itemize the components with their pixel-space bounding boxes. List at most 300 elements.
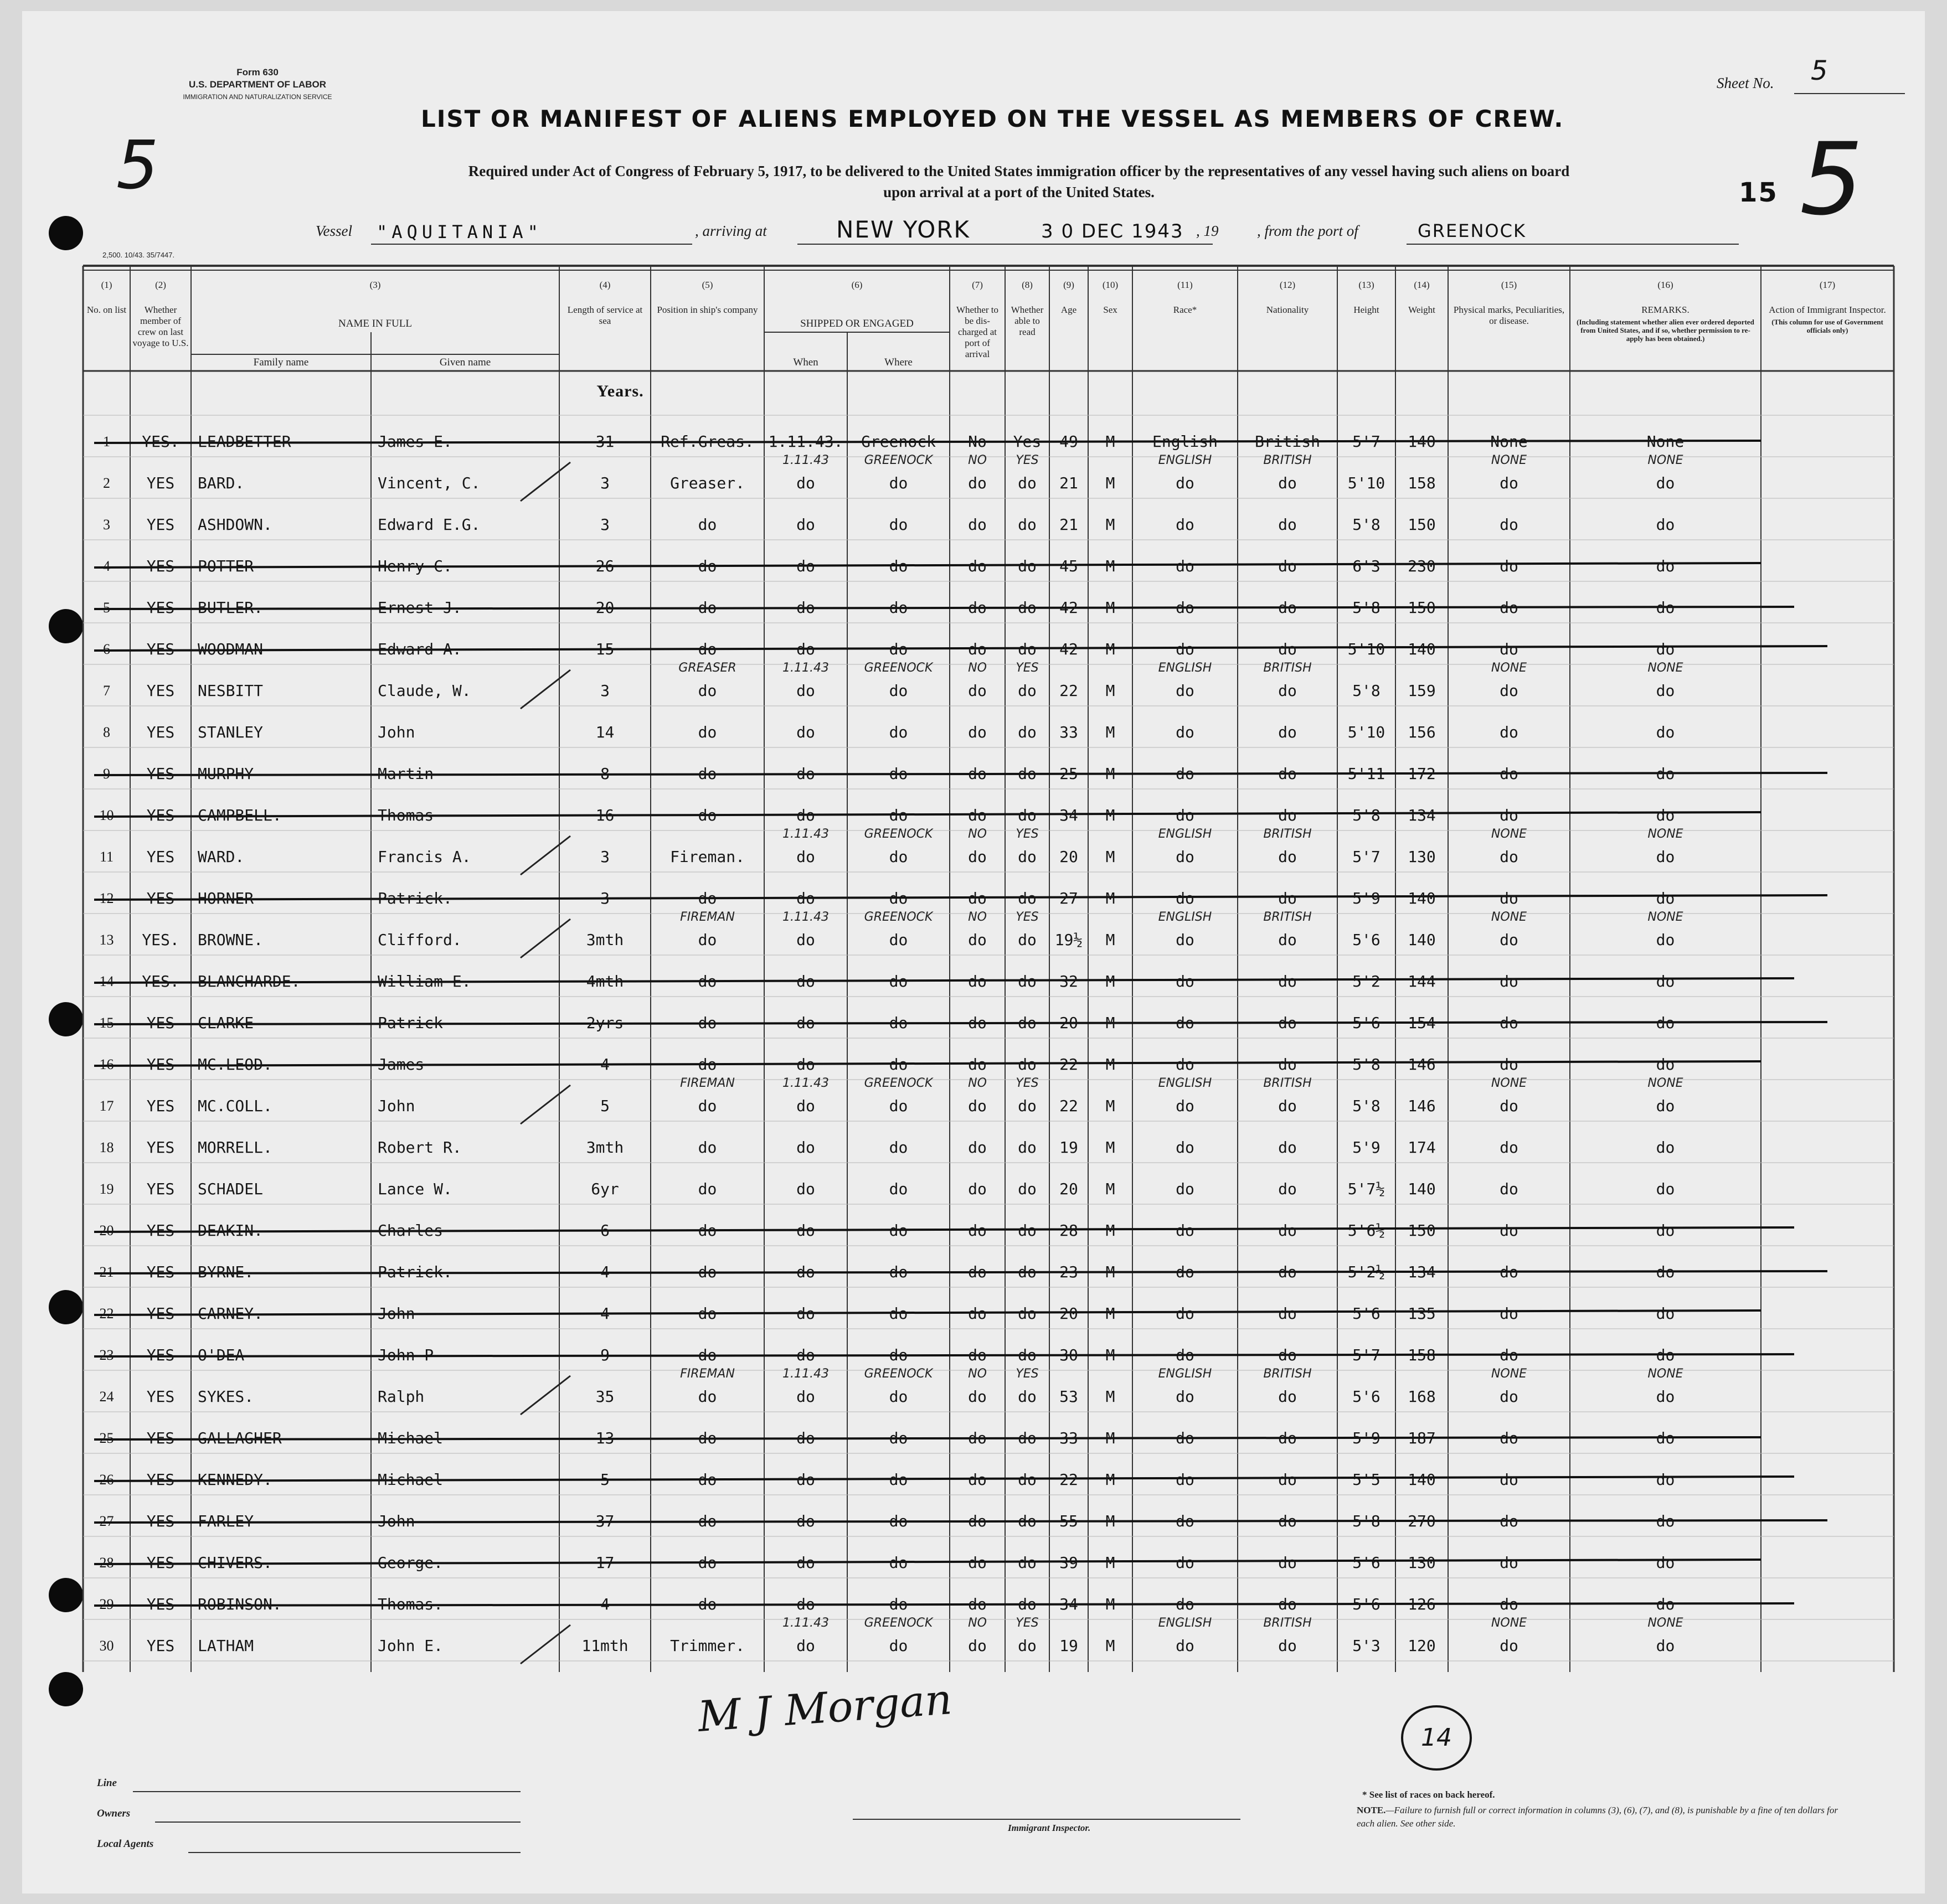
cell-position: do <box>698 682 717 700</box>
column-number: (9) <box>1063 280 1074 290</box>
cell-when: do <box>796 1138 815 1157</box>
cell-member: YES <box>146 1429 175 1447</box>
cell-family: KENNEDY. <box>198 1470 272 1489</box>
cell-when: do <box>796 1595 815 1613</box>
cell-remarks: do <box>1656 1304 1675 1323</box>
handwritten-marks: NONE <box>1491 827 1527 841</box>
cell-nationality: do <box>1278 1055 1297 1074</box>
cell-family: CAMPBELL. <box>198 806 282 824</box>
cell-position: do <box>698 1221 717 1240</box>
cell-weight: 270 <box>1408 1512 1436 1530</box>
column-number: (8) <box>1022 280 1033 290</box>
cell-race: do <box>1176 972 1194 990</box>
cell-sex: M <box>1105 1637 1115 1655</box>
cell-weight: 146 <box>1408 1055 1436 1074</box>
cell-service: 3mth <box>586 931 624 949</box>
cell-nationality: do <box>1278 972 1297 990</box>
cell-nationality: do <box>1278 640 1297 658</box>
cell-given: Charles <box>378 1221 444 1240</box>
cell-when: do <box>796 1097 815 1115</box>
cell-nationality: do <box>1278 1304 1297 1323</box>
cell-weight: 158 <box>1408 474 1436 492</box>
cell-marks: do <box>1500 806 1518 824</box>
cell-no: 8 <box>103 724 110 740</box>
cell-service: 16 <box>595 806 615 824</box>
cell-service: 35 <box>595 1387 615 1406</box>
cell-remarks: None <box>1646 432 1685 451</box>
cell-family: GALLAGHER <box>198 1429 282 1447</box>
agents-field <box>188 1852 521 1853</box>
cell-given: Edward E.G. <box>378 515 481 534</box>
cell-discharged: do <box>968 1304 987 1323</box>
cell-weight: 172 <box>1408 765 1436 783</box>
cell-member: YES <box>146 1097 175 1115</box>
cell-height: 5'6 <box>1352 1554 1381 1572</box>
cell-remarks: do <box>1656 723 1675 741</box>
column-label: REMARKS. <box>1641 305 1690 315</box>
cell-discharged: do <box>968 1470 987 1489</box>
cell-race: do <box>1176 1138 1194 1157</box>
cell-where: do <box>889 598 908 617</box>
handwritten-marks: NONE <box>1491 1076 1527 1090</box>
cell-age: 19½ <box>1054 931 1083 949</box>
cell-position: do <box>698 1554 717 1572</box>
cell-no: 16 <box>99 1056 114 1072</box>
handwritten-when: 1.11.43 <box>782 661 829 675</box>
cell-given: John <box>378 1304 415 1323</box>
cell-given: Claude, W. <box>378 682 471 700</box>
requirement-line-2: upon arrival at a port of the United States. <box>883 184 1155 200</box>
cell-read: do <box>1018 1346 1037 1364</box>
agents-label: Local Agents <box>97 1838 154 1850</box>
cell-marks: do <box>1500 848 1518 866</box>
cell-sex: M <box>1105 806 1115 824</box>
column-label: Sex <box>1103 305 1117 315</box>
cell-height: 5'10 <box>1347 474 1385 492</box>
cell-member: YES <box>146 1304 175 1323</box>
cell-height: 5'5 <box>1352 1470 1381 1489</box>
cell-position: do <box>698 765 717 783</box>
cell-member: YES <box>146 1387 175 1406</box>
column-label: NAME IN FULL <box>338 318 412 329</box>
cell-service: 37 <box>595 1512 615 1530</box>
line-label: Line <box>97 1777 117 1789</box>
cell-remarks: do <box>1656 931 1675 949</box>
cell-race: do <box>1176 931 1194 949</box>
cell-when: do <box>796 1221 815 1240</box>
cell-discharged: do <box>968 723 987 741</box>
cell-read: do <box>1018 723 1037 741</box>
column-label: Length of service at sea <box>567 305 643 326</box>
cell-no: 28 <box>99 1555 114 1571</box>
cell-read: do <box>1018 1637 1037 1655</box>
cell-nationality: do <box>1278 598 1297 617</box>
inspector-signature: M J Morgan <box>696 1674 954 1741</box>
cell-position: do <box>698 557 717 575</box>
cell-family: HORNER <box>198 889 254 907</box>
owners-field <box>155 1822 521 1823</box>
cell-member: YES <box>146 765 175 783</box>
cell-service: 5 <box>600 1470 610 1489</box>
cell-family: ROBINSON. <box>198 1595 282 1613</box>
cell-marks: do <box>1500 1512 1518 1530</box>
cell-age: 19 <box>1059 1138 1078 1157</box>
cell-member: YES <box>146 1346 175 1364</box>
cell-height: 5'10 <box>1347 723 1385 741</box>
handwritten-discharged: NO <box>968 1367 987 1381</box>
cell-race: do <box>1176 598 1194 617</box>
cell-marks: do <box>1500 1429 1518 1447</box>
handwritten-when: 1.11.43 <box>782 1076 829 1090</box>
cell-member: YES <box>146 515 175 534</box>
cell-remarks: do <box>1656 1595 1675 1613</box>
cell-family: BROWNE. <box>198 931 264 949</box>
cell-no: 29 <box>99 1596 114 1612</box>
cell-sex: M <box>1105 474 1115 492</box>
cell-family: NESBITT <box>198 682 264 700</box>
cell-weight: 146 <box>1408 1097 1436 1115</box>
cell-position: do <box>698 640 717 658</box>
cell-member: YES <box>146 557 175 575</box>
cell-read: do <box>1018 1554 1037 1572</box>
cell-where: do <box>889 765 908 783</box>
cell-read: do <box>1018 515 1037 534</box>
handwritten-discharged: NO <box>968 1616 987 1630</box>
cell-when: do <box>796 889 815 907</box>
cell-discharged: do <box>968 806 987 824</box>
cell-height: 5'8 <box>1352 515 1381 534</box>
cell-family: MC.COLL. <box>198 1097 272 1115</box>
cell-family: CARNEY. <box>198 1304 264 1323</box>
cell-service: 14 <box>595 723 615 741</box>
cell-given: James E. <box>378 432 452 451</box>
cell-service: 3 <box>600 848 610 866</box>
column-sublabel: Given name <box>439 357 491 368</box>
cell-family: LEADBETTER <box>198 432 291 451</box>
cell-family: WOODMAN <box>198 640 264 658</box>
column-label: Whether member of crew on last voyage to U.S. <box>132 305 189 348</box>
cell-when: do <box>796 474 815 492</box>
handwritten-remarks: NONE <box>1647 1367 1683 1381</box>
cell-read: do <box>1018 1055 1037 1074</box>
cell-given: Clifford. <box>378 931 462 949</box>
handwritten-race: ENGLISH <box>1158 661 1212 675</box>
handwritten-read: YES <box>1016 910 1039 924</box>
cell-position: do <box>698 1055 717 1074</box>
handwritten-remarks: NONE <box>1647 453 1683 467</box>
cell-given: Ralph <box>378 1387 425 1406</box>
cell-sex: M <box>1105 432 1115 451</box>
owners-label: Owners <box>97 1808 131 1819</box>
cell-family: MURPHY <box>198 765 254 783</box>
cell-given: Patrick. <box>378 889 452 907</box>
column-number: (2) <box>155 280 166 290</box>
cell-family: ASHDOWN. <box>198 515 272 534</box>
handwritten-nationality: BRITISH <box>1263 1367 1312 1381</box>
cell-marks: do <box>1500 682 1518 700</box>
from-port: GREENOCK <box>1418 220 1526 241</box>
cell-weight: 134 <box>1408 806 1436 824</box>
cell-sex: M <box>1105 1595 1115 1613</box>
handwritten-position: FIREMAN <box>680 1367 735 1381</box>
handwritten-when: 1.11.43 <box>782 910 829 924</box>
cell-sex: M <box>1105 1221 1115 1240</box>
cell-discharged: do <box>968 1138 987 1157</box>
cell-nationality: do <box>1278 1138 1297 1157</box>
cell-given: Michael <box>378 1429 444 1447</box>
cell-where: do <box>889 682 908 700</box>
cell-age: 45 <box>1059 557 1078 575</box>
cell-marks: do <box>1500 515 1518 534</box>
vessel-name: "AQUITANIA" <box>377 221 543 242</box>
handwritten-where: GREENOCK <box>864 827 933 841</box>
column-label: Age <box>1060 305 1077 315</box>
cell-service: 13 <box>595 1429 615 1447</box>
cell-service: 20 <box>595 598 615 617</box>
cell-height: 5'11 <box>1347 765 1385 783</box>
cell-weight: 158 <box>1408 1346 1436 1364</box>
cell-read: do <box>1018 848 1037 866</box>
cell-age: 39 <box>1059 1554 1078 1572</box>
cell-when: do <box>796 848 815 866</box>
arriving-label: , arriving at <box>695 223 767 239</box>
cell-where: do <box>889 931 908 949</box>
cell-no: 11 <box>99 849 114 865</box>
cell-race: do <box>1176 765 1194 783</box>
cell-remarks: do <box>1656 1014 1675 1032</box>
cell-remarks: do <box>1656 765 1675 783</box>
cell-no: 25 <box>99 1430 114 1446</box>
cell-height: 5'6 <box>1352 931 1381 949</box>
cell-position: do <box>698 806 717 824</box>
cell-sex: M <box>1105 972 1115 990</box>
cell-nationality: do <box>1278 1014 1297 1032</box>
cell-remarks: do <box>1656 682 1675 700</box>
column-number: (3) <box>369 280 381 290</box>
cell-when: do <box>796 972 815 990</box>
column-label: Position in ship's company <box>657 305 758 315</box>
handwritten-remarks: NONE <box>1647 910 1683 924</box>
column-number: (14) <box>1414 280 1430 290</box>
cell-no: 9 <box>103 766 110 782</box>
cell-position: Fireman. <box>670 848 745 866</box>
cell-weight: 168 <box>1408 1387 1436 1406</box>
cell-service: 6 <box>600 1221 610 1240</box>
cell-sex: M <box>1105 598 1115 617</box>
handwritten-race: ENGLISH <box>1158 1616 1212 1630</box>
cell-when: do <box>796 1554 815 1572</box>
cell-sex: M <box>1105 1055 1115 1074</box>
cell-weight: 154 <box>1408 1014 1436 1032</box>
cell-weight: 134 <box>1408 1263 1436 1281</box>
cell-height: 5'7 <box>1352 848 1381 866</box>
cell-marks: do <box>1500 723 1518 741</box>
note-text: —Failure to furnish full or correct information in columns (3), (6), (7), and (8), is punishable by a fine of ten dollars for each alien. See other side. <box>1357 1805 1838 1829</box>
cell-sex: M <box>1105 931 1115 949</box>
years-label: Years. <box>596 382 644 400</box>
handwritten-where: GREENOCK <box>864 661 933 675</box>
cell-sex: M <box>1105 1180 1115 1198</box>
cell-nationality: do <box>1278 848 1297 866</box>
cell-remarks: do <box>1656 1637 1675 1655</box>
cell-when: do <box>796 598 815 617</box>
cell-family: DEAKIN. <box>198 1221 264 1240</box>
cell-where: do <box>889 1263 908 1281</box>
handwritten-remarks: NONE <box>1647 1076 1683 1090</box>
page-title: LIST OR MANIFEST OF ALIENS EMPLOYED ON THE VESSEL AS MEMBERS OF CREW. <box>421 105 1564 132</box>
cell-nationality: do <box>1278 1180 1297 1198</box>
cell-service: 4mth <box>586 972 624 990</box>
column-label: Action of Immigrant Inspector. <box>1769 305 1886 315</box>
note-block <box>1357 1804 1855 1830</box>
cell-race: do <box>1176 515 1194 534</box>
cell-race: do <box>1176 1097 1194 1115</box>
column-number: (17) <box>1819 280 1836 290</box>
cell-given: Henry C. <box>378 557 452 575</box>
cell-sex: M <box>1105 1512 1115 1530</box>
handwritten-marks: NONE <box>1491 453 1527 467</box>
cell-height: 5'6 <box>1352 1014 1381 1032</box>
cell-race: do <box>1176 1387 1194 1406</box>
cell-member: YES <box>146 889 175 907</box>
cell-family: BLANCHARDE. <box>198 972 301 990</box>
cell-where: do <box>889 1637 908 1655</box>
column-label: Height <box>1353 305 1379 315</box>
cell-marks: do <box>1500 1014 1518 1032</box>
cell-position: do <box>698 1470 717 1489</box>
cell-age: 27 <box>1059 889 1078 907</box>
cell-position: do <box>698 931 717 949</box>
cell-given: Martin <box>378 765 434 783</box>
handwritten-discharged: NO <box>968 910 987 924</box>
print-code: 2,500. 10/43. 35/7447. <box>102 251 175 259</box>
cell-discharged: do <box>968 1263 987 1281</box>
cell-where: do <box>889 848 908 866</box>
cell-height: 5'8 <box>1352 1097 1381 1115</box>
cell-nationality: do <box>1278 889 1297 907</box>
cell-nationality: do <box>1278 1221 1297 1240</box>
cell-sex: M <box>1105 1014 1115 1032</box>
list-number: 15 <box>1739 177 1778 208</box>
vessel-label: Vessel <box>316 223 352 239</box>
cell-discharged: do <box>968 474 987 492</box>
cell-weight: 150 <box>1408 515 1436 534</box>
cell-when: do <box>796 515 815 534</box>
cell-where: do <box>889 1304 908 1323</box>
handwritten-where: GREENOCK <box>864 1367 933 1381</box>
column-number: (12) <box>1279 280 1296 290</box>
cell-read: do <box>1018 1221 1037 1240</box>
cell-marks: do <box>1500 1221 1518 1240</box>
cell-discharged: do <box>968 1387 987 1406</box>
cell-member: YES <box>146 1180 175 1198</box>
cell-height: 6'3 <box>1352 557 1381 575</box>
cell-sex: M <box>1105 723 1115 741</box>
cell-member: YES <box>146 682 175 700</box>
sheet-number: 5 <box>1811 55 1828 86</box>
cell-given: Patrick <box>378 1014 444 1032</box>
cell-sex: M <box>1105 640 1115 658</box>
cell-weight: 174 <box>1408 1138 1436 1157</box>
cell-no: 15 <box>99 1015 114 1031</box>
cell-where: do <box>889 723 908 741</box>
cell-given: William E. <box>378 972 471 990</box>
cell-sex: M <box>1105 1304 1115 1323</box>
cell-age: 25 <box>1059 765 1078 783</box>
cell-read: do <box>1018 1470 1037 1489</box>
cell-nationality: do <box>1278 557 1297 575</box>
cell-height: 5'2½ <box>1347 1263 1385 1281</box>
cell-where: do <box>889 1554 908 1572</box>
cell-discharged: do <box>968 848 987 866</box>
cell-member: YES. <box>142 972 179 990</box>
cell-service: 4 <box>600 1595 610 1613</box>
cell-race: do <box>1176 1470 1194 1489</box>
cell-race: do <box>1176 1429 1194 1447</box>
cell-age: 22 <box>1059 1055 1078 1074</box>
cell-weight: 230 <box>1408 557 1436 575</box>
cell-member: YES <box>146 1512 175 1530</box>
cell-when: do <box>796 1014 815 1032</box>
cell-sex: M <box>1105 682 1115 700</box>
list-number-hand: 5 <box>1800 122 1863 238</box>
handwritten-remarks: NONE <box>1647 1616 1683 1630</box>
cell-position: do <box>698 1263 717 1281</box>
cell-service: 6yr <box>591 1180 619 1198</box>
handwritten-race: ENGLISH <box>1158 453 1212 467</box>
arrival-date: 3 0 DEC 1943 <box>1041 220 1184 242</box>
cell-discharged: do <box>968 1014 987 1032</box>
cell-nationality: do <box>1278 1387 1297 1406</box>
cell-no: 3 <box>103 517 110 533</box>
cell-remarks: do <box>1656 640 1675 658</box>
cell-nationality: do <box>1278 765 1297 783</box>
cell-position: do <box>698 972 717 990</box>
cell-sex: M <box>1105 765 1115 783</box>
cell-read: do <box>1018 1263 1037 1281</box>
line-field <box>133 1791 521 1792</box>
cell-family: CLARKE <box>198 1014 254 1032</box>
cell-position: Trimmer. <box>670 1637 745 1655</box>
cell-no: 6 <box>103 641 110 657</box>
cell-where: do <box>889 1014 908 1032</box>
cell-service: 11mth <box>581 1637 629 1655</box>
cell-race: do <box>1176 723 1194 741</box>
cell-when: do <box>796 931 815 949</box>
cell-age: 33 <box>1059 1429 1078 1447</box>
cell-discharged: do <box>968 1554 987 1572</box>
cell-service: 3 <box>600 889 610 907</box>
cell-nationality: do <box>1278 1346 1297 1364</box>
cell-family: O'DEA <box>198 1346 245 1364</box>
cell-age: 19 <box>1059 1637 1078 1655</box>
cell-given: Francis A. <box>378 848 471 866</box>
cell-height: 5'6½ <box>1347 1221 1385 1240</box>
handwritten-nationality: BRITISH <box>1263 453 1312 467</box>
cell-given: John P <box>378 1346 434 1364</box>
cell-age: 21 <box>1059 474 1078 492</box>
cell-when: do <box>796 723 815 741</box>
cell-marks: do <box>1500 1637 1518 1655</box>
cell-marks: do <box>1500 474 1518 492</box>
cell-position: do <box>698 1429 717 1447</box>
handwritten-where: GREENOCK <box>864 453 933 467</box>
cell-remarks: do <box>1656 557 1675 575</box>
cell-position: Ref.Greas. <box>661 432 754 451</box>
cell-discharged: do <box>968 1512 987 1530</box>
handwritten-nationality: BRITISH <box>1263 827 1312 841</box>
cell-position: do <box>698 598 717 617</box>
